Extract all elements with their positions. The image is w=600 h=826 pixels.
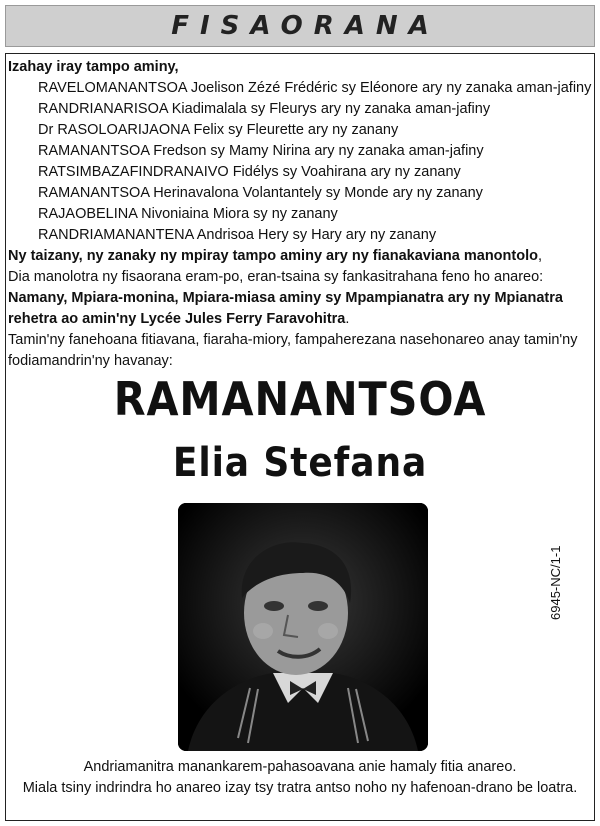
intro-line bbox=[8, 57, 592, 78]
family-line: RANDRIAMANANTENA Andrisoa Hery sy Hary ary ny zanany bbox=[38, 227, 437, 243]
intro-text: Izahay iray tampo aminy, bbox=[8, 59, 179, 75]
school-suffix: . bbox=[345, 311, 350, 327]
notice-body bbox=[8, 57, 592, 372]
thanks-line: Dia manolotra ny fisaorana eram-po, eran-tsaina sy fankasitrahana feno ho anareo: bbox=[8, 269, 544, 285]
family-line: RATSIMBAZAFINDRANAIVO Fidélys sy Voahirana ary ny zanany bbox=[38, 164, 461, 180]
family-line: RAMANANTSOA Herinavalona Volantantely sy Monde ary ny zanany bbox=[38, 185, 483, 201]
header-banner bbox=[5, 5, 595, 47]
relatives-line bbox=[8, 246, 592, 267]
support-line: Tamin'ny fanehoana fitiavana, fiaraha-miory, fampaherezana nasehonareo anay tamin'ny fodiamandrin'ny havanay: bbox=[8, 332, 578, 369]
relatives-bold: Ny taizany, ny zanaky ny mpiray tampo aminy ary ny fianakaviana manontolo bbox=[8, 248, 538, 264]
portrait-icon bbox=[178, 503, 428, 751]
school-line bbox=[8, 288, 592, 330]
family-line: RAMANANTSOA Fredson sy Mamy Nirina ary ny zanaka aman-jafiny bbox=[38, 143, 484, 159]
footer-line: Miala tsiny indrindra ho anareo izay tsy tratra antso noho ny hafenoan-drano be loatra. bbox=[22, 780, 578, 796]
deceased-surname: RAMANANTSOA bbox=[113, 372, 487, 426]
family-line: RAJAOBELINA Nivoniaina Miora sy ny zanany bbox=[38, 206, 338, 222]
family-line: Dr RASOLOARIJAONA Felix sy Fleurette ary ny zanany bbox=[38, 122, 399, 138]
portrait-photo bbox=[178, 503, 428, 751]
footer-line: Andriamanitra manankarem-pahasoavana anie hamaly fitia anareo. bbox=[83, 759, 517, 775]
school-bold: Namany, Mpiara-monina, Mpiara-miasa aminy sy Mpampianatra ary ny Mpianatra rehetra ao amin'ny Lycée Jules Ferry Faravohitra bbox=[8, 290, 563, 327]
family-line: RAVELOMANANTSOA Joelison Zézé Frédéric sy Eléonore ary ny zanaka aman-jafiny bbox=[38, 80, 592, 96]
relatives-suffix: , bbox=[537, 248, 542, 264]
family-line: RANDRIANARISOA Kiadimalala sy Fleurys ary ny zanaka aman-jafiny bbox=[38, 101, 491, 117]
deceased-firstnames: Elia Stefana bbox=[172, 440, 428, 486]
page-title: FISAORANA bbox=[171, 11, 440, 41]
reference-code: 6945-NC/1-1 bbox=[548, 545, 563, 620]
